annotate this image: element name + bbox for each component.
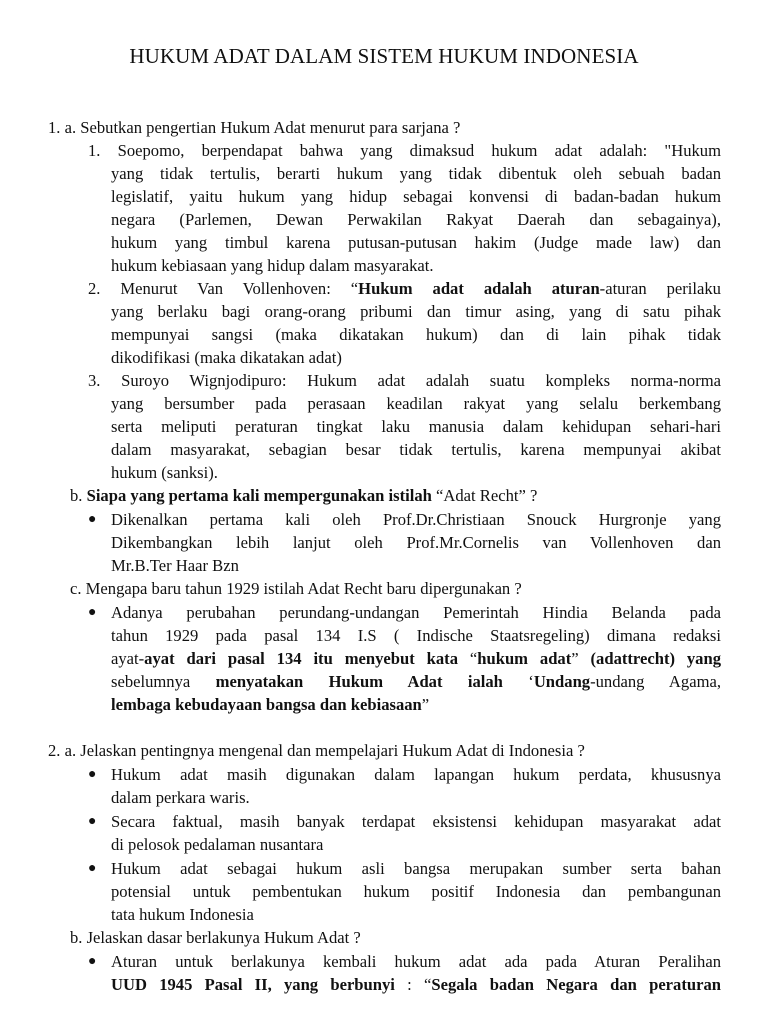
- text-run: ”: [421, 695, 430, 714]
- answer-1b-line: Dikembangkan lebih lanjut oleh Prof.Mr.Cornelis van Vollenhoven dan: [111, 533, 721, 552]
- text-run: 2. Menurut Van Vollenhoven: “: [88, 279, 359, 298]
- text-run: “Adat Recht” ?: [431, 486, 538, 505]
- bullet-icon: ●: [88, 861, 97, 876]
- text-run: -aturan perilaku: [599, 279, 721, 298]
- answer-1a-item-3-line: hukum (sanksi).: [111, 463, 218, 482]
- answer-1c-line: [111, 670, 721, 693]
- question-1a: 1. a. Sebutkan pengertian Hukum Adat menurut para sarjana ?: [48, 118, 461, 137]
- text-run: “: [458, 649, 478, 668]
- bold-run: Hukum adat adalah aturan: [358, 279, 600, 298]
- answer-1a-item-2-line: [88, 277, 721, 300]
- text-run: ‘: [502, 672, 534, 691]
- answer-1a-item-3-line: yang bersumber pada perasaan keadilan rakyat yang selalu berkembang: [111, 394, 721, 413]
- bold-run: Siapa yang pertama kali mempergunakan istilah: [86, 486, 432, 505]
- answer-1c-line: [111, 647, 721, 670]
- bold-run: UUD 1945 Pasal II, yang berbunyi: [111, 975, 395, 994]
- text-run: : “: [394, 975, 432, 994]
- bold-run: lembaga kebudayaan bangsa dan kebiasaan: [111, 695, 422, 714]
- answer-1a-item-1-line: legislatif, yaitu hukum yang hidup sebagai konvensi di badan-badan hukum: [111, 187, 721, 206]
- answer-1a-item-2-line: dikodifikasi (maka dikatakan adat): [111, 348, 342, 367]
- answer-2b-line: [111, 973, 721, 996]
- answer-2a-line: di pelosok pedalaman nusantara: [111, 835, 324, 854]
- answer-1c-line: [111, 693, 429, 716]
- bullet-icon: ●: [88, 512, 97, 527]
- bold-run: Segala badan Negara dan peraturan: [431, 975, 721, 994]
- answer-1c-line: tahun 1929 pada pasal 134 I.S ( Indische Staatsregeling) dimana redaksi: [111, 626, 721, 645]
- bullet-icon: ●: [88, 605, 97, 620]
- answer-1a-item-3-line: 3. Suroyo Wignjodipuro: Hukum adat adalah suatu kompleks norma-norma: [88, 371, 721, 390]
- bold-run: Undang: [533, 672, 591, 691]
- text-run: -undang Agama,: [590, 672, 721, 691]
- answer-1a-item-2-line: yang berlaku bagi orang-orang pribumi dan timur asing, yang di satu pihak: [111, 302, 721, 321]
- answer-1a-item-1-line: hukum yang timbul karena putusan-putusan hakim (Judge made law) dan: [111, 233, 721, 252]
- answer-1a-item-1-line: negara (Parlemen, Dewan Perwakilan Rakyat Daerah dan sebagainya),: [111, 210, 721, 229]
- answer-1b-line: Dikenalkan pertama kali oleh Prof.Dr.Christiaan Snouck Hurgronje yang: [111, 510, 721, 529]
- answer-1b-line: Mr.B.Ter Haar Bzn: [111, 556, 239, 575]
- text-run: ayat-: [111, 649, 145, 668]
- answer-2a-line: potensial untuk pembentukan hukum positif Indonesia dan pembangunan: [111, 882, 721, 901]
- bold-run: ayat dari pasal 134 itu menyebut kata: [144, 649, 458, 668]
- question-1c: c. Mengapa baru tahun 1929 istilah Adat Recht baru dipergunakan ?: [70, 579, 522, 598]
- answer-2a-line: dalam perkara waris.: [111, 788, 250, 807]
- question-1b: [70, 484, 537, 507]
- text-run: b.: [70, 486, 87, 505]
- text-run: sebelumnya: [111, 672, 216, 691]
- question-2a: 2. a. Jelaskan pentingnya mengenal dan mempelajari Hukum Adat di Indonesia ?: [48, 741, 585, 760]
- bold-run: (adattrecht) yang: [590, 649, 722, 668]
- bold-run: menyatakan Hukum Adat ialah: [215, 672, 503, 691]
- answer-2a-line: Secara faktual, masih banyak terdapat eksistensi kehidupan masyarakat adat: [111, 812, 721, 831]
- answer-1c-line: Adanya perubahan perundang-undangan Pemerintah Hindia Belanda pada: [111, 603, 721, 622]
- answer-2a-line: Hukum adat sebagai hukum asli bangsa merupakan sumber serta bahan: [111, 859, 721, 878]
- answer-1a-item-1-line: yang tidak tertulis, berarti hukum yang tidak dibentuk oleh sebuah badan: [111, 164, 721, 183]
- text-run: ”: [571, 649, 591, 668]
- bullet-icon: ●: [88, 814, 97, 829]
- answer-2a-line: Hukum adat masih digunakan dalam lapangan hukum perdata, khususnya: [111, 765, 721, 784]
- answer-1a-item-3-line: dalam masyarakat, sebagian besar tidak tertulis, karena mempunyai akibat: [111, 440, 721, 459]
- answer-1a-item-3-line: serta meliputi peraturan tingkat laku manusia dalam kehidupan sehari-hari: [111, 417, 721, 436]
- answer-1a-item-1-line: 1. Soepomo, berpendapat bahwa yang dimaksud hukum adat adalah: "Hukum: [88, 141, 721, 160]
- bullet-icon: ●: [88, 767, 97, 782]
- answer-2b-line: Aturan untuk berlakunya kembali hukum adat ada pada Aturan Peralihan: [111, 952, 721, 971]
- answer-1a-item-2-line: mempunyai sangsi (maka dikatakan hukum) dan di lain pihak tidak: [111, 325, 721, 344]
- page-title: HUKUM ADAT DALAM SISTEM HUKUM INDONESIA: [129, 44, 639, 68]
- question-2b: b. Jelaskan dasar berlakunya Hukum Adat ?: [70, 928, 361, 947]
- bold-run: hukum adat: [477, 649, 572, 668]
- answer-2a-line: tata hukum Indonesia: [111, 905, 254, 924]
- bullet-icon: ●: [88, 954, 97, 969]
- answer-1a-item-1-line: hukum kebiasaan yang hidup dalam masyarakat.: [111, 256, 434, 275]
